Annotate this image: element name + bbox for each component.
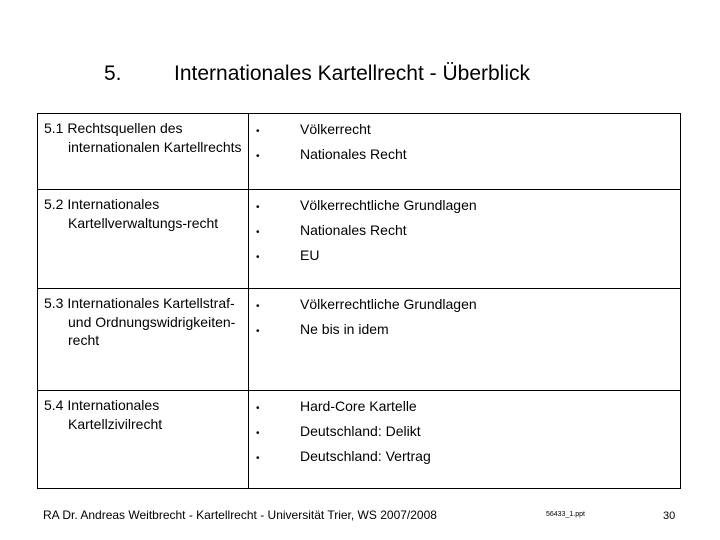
list-item-label: Nationales Recht	[300, 222, 407, 238]
list-item	[249, 293, 680, 318]
list-item-label: Nationales Recht	[300, 146, 407, 162]
footer-file-code: 56433_1.ppt	[546, 511, 585, 518]
bullet-icon: •	[256, 403, 260, 414]
bullet-icon: •	[256, 151, 260, 162]
items-cell	[249, 190, 681, 289]
slide-footer	[0, 508, 720, 528]
topic-label: 5.4 Internationales Kartellzivilrecht	[44, 397, 163, 432]
topic-label: 5.1 Rechtsquellen des internationalen Kartellrechts	[44, 120, 242, 155]
bullet-icon: •	[256, 428, 260, 439]
topic-cell	[38, 114, 249, 190]
list-item	[249, 244, 680, 269]
list-item-label: Völkerrecht	[300, 121, 371, 137]
list-item-label: Deutschland: Vertrag	[300, 448, 431, 464]
list-item	[249, 318, 680, 343]
table-row	[38, 391, 681, 489]
list-item	[249, 420, 680, 445]
items-cell	[249, 391, 681, 489]
table-row	[38, 190, 681, 289]
bullet-icon: •	[256, 202, 260, 213]
bullet-icon: •	[256, 252, 260, 263]
topic-cell	[38, 289, 249, 391]
list-item	[249, 395, 680, 420]
table-row	[38, 289, 681, 391]
bullet-list	[249, 194, 680, 269]
items-cell	[249, 289, 681, 391]
list-item-label: Hard-Core Kartelle	[300, 398, 417, 414]
topic-cell	[38, 391, 249, 489]
title-number: 5.	[104, 62, 122, 85]
overview-table	[37, 113, 681, 489]
bullet-list	[249, 395, 680, 470]
bullet-icon: •	[256, 301, 260, 312]
list-item	[249, 445, 680, 470]
list-item	[249, 194, 680, 219]
list-item-label: Ne bis in idem	[300, 321, 389, 337]
table-row	[38, 114, 681, 190]
bullet-icon: •	[256, 126, 260, 137]
bullet-icon: •	[256, 326, 260, 337]
list-item-label: Deutschland: Delikt	[300, 423, 421, 439]
bullet-icon: •	[256, 453, 260, 464]
title-text: Internationales Kartellrecht - Überblick	[174, 62, 530, 85]
list-item	[249, 118, 680, 143]
bullet-list	[249, 293, 680, 343]
bullet-list	[249, 118, 680, 168]
page-number: 30	[663, 510, 676, 522]
slide-title	[0, 62, 720, 92]
list-item-label: EU	[300, 247, 320, 263]
footer-author: RA Dr. Andreas Weitbrecht - Kartellrecht - Universität Trier, WS 2007/2008	[43, 508, 437, 522]
list-item-label: Völkerrechtliche Grundlagen	[300, 296, 477, 312]
topic-cell	[38, 190, 249, 289]
list-item-label: Völkerrechtliche Grundlagen	[300, 197, 477, 213]
topic-label: 5.3 Internationales Kartellstraf- und Ordnungswidrigkeiten-recht	[44, 295, 236, 348]
list-item	[249, 143, 680, 168]
bullet-icon: •	[256, 227, 260, 238]
topic-label: 5.2 Internationales Kartellverwaltungs-recht	[44, 196, 219, 231]
items-cell	[249, 114, 681, 190]
list-item	[249, 219, 680, 244]
